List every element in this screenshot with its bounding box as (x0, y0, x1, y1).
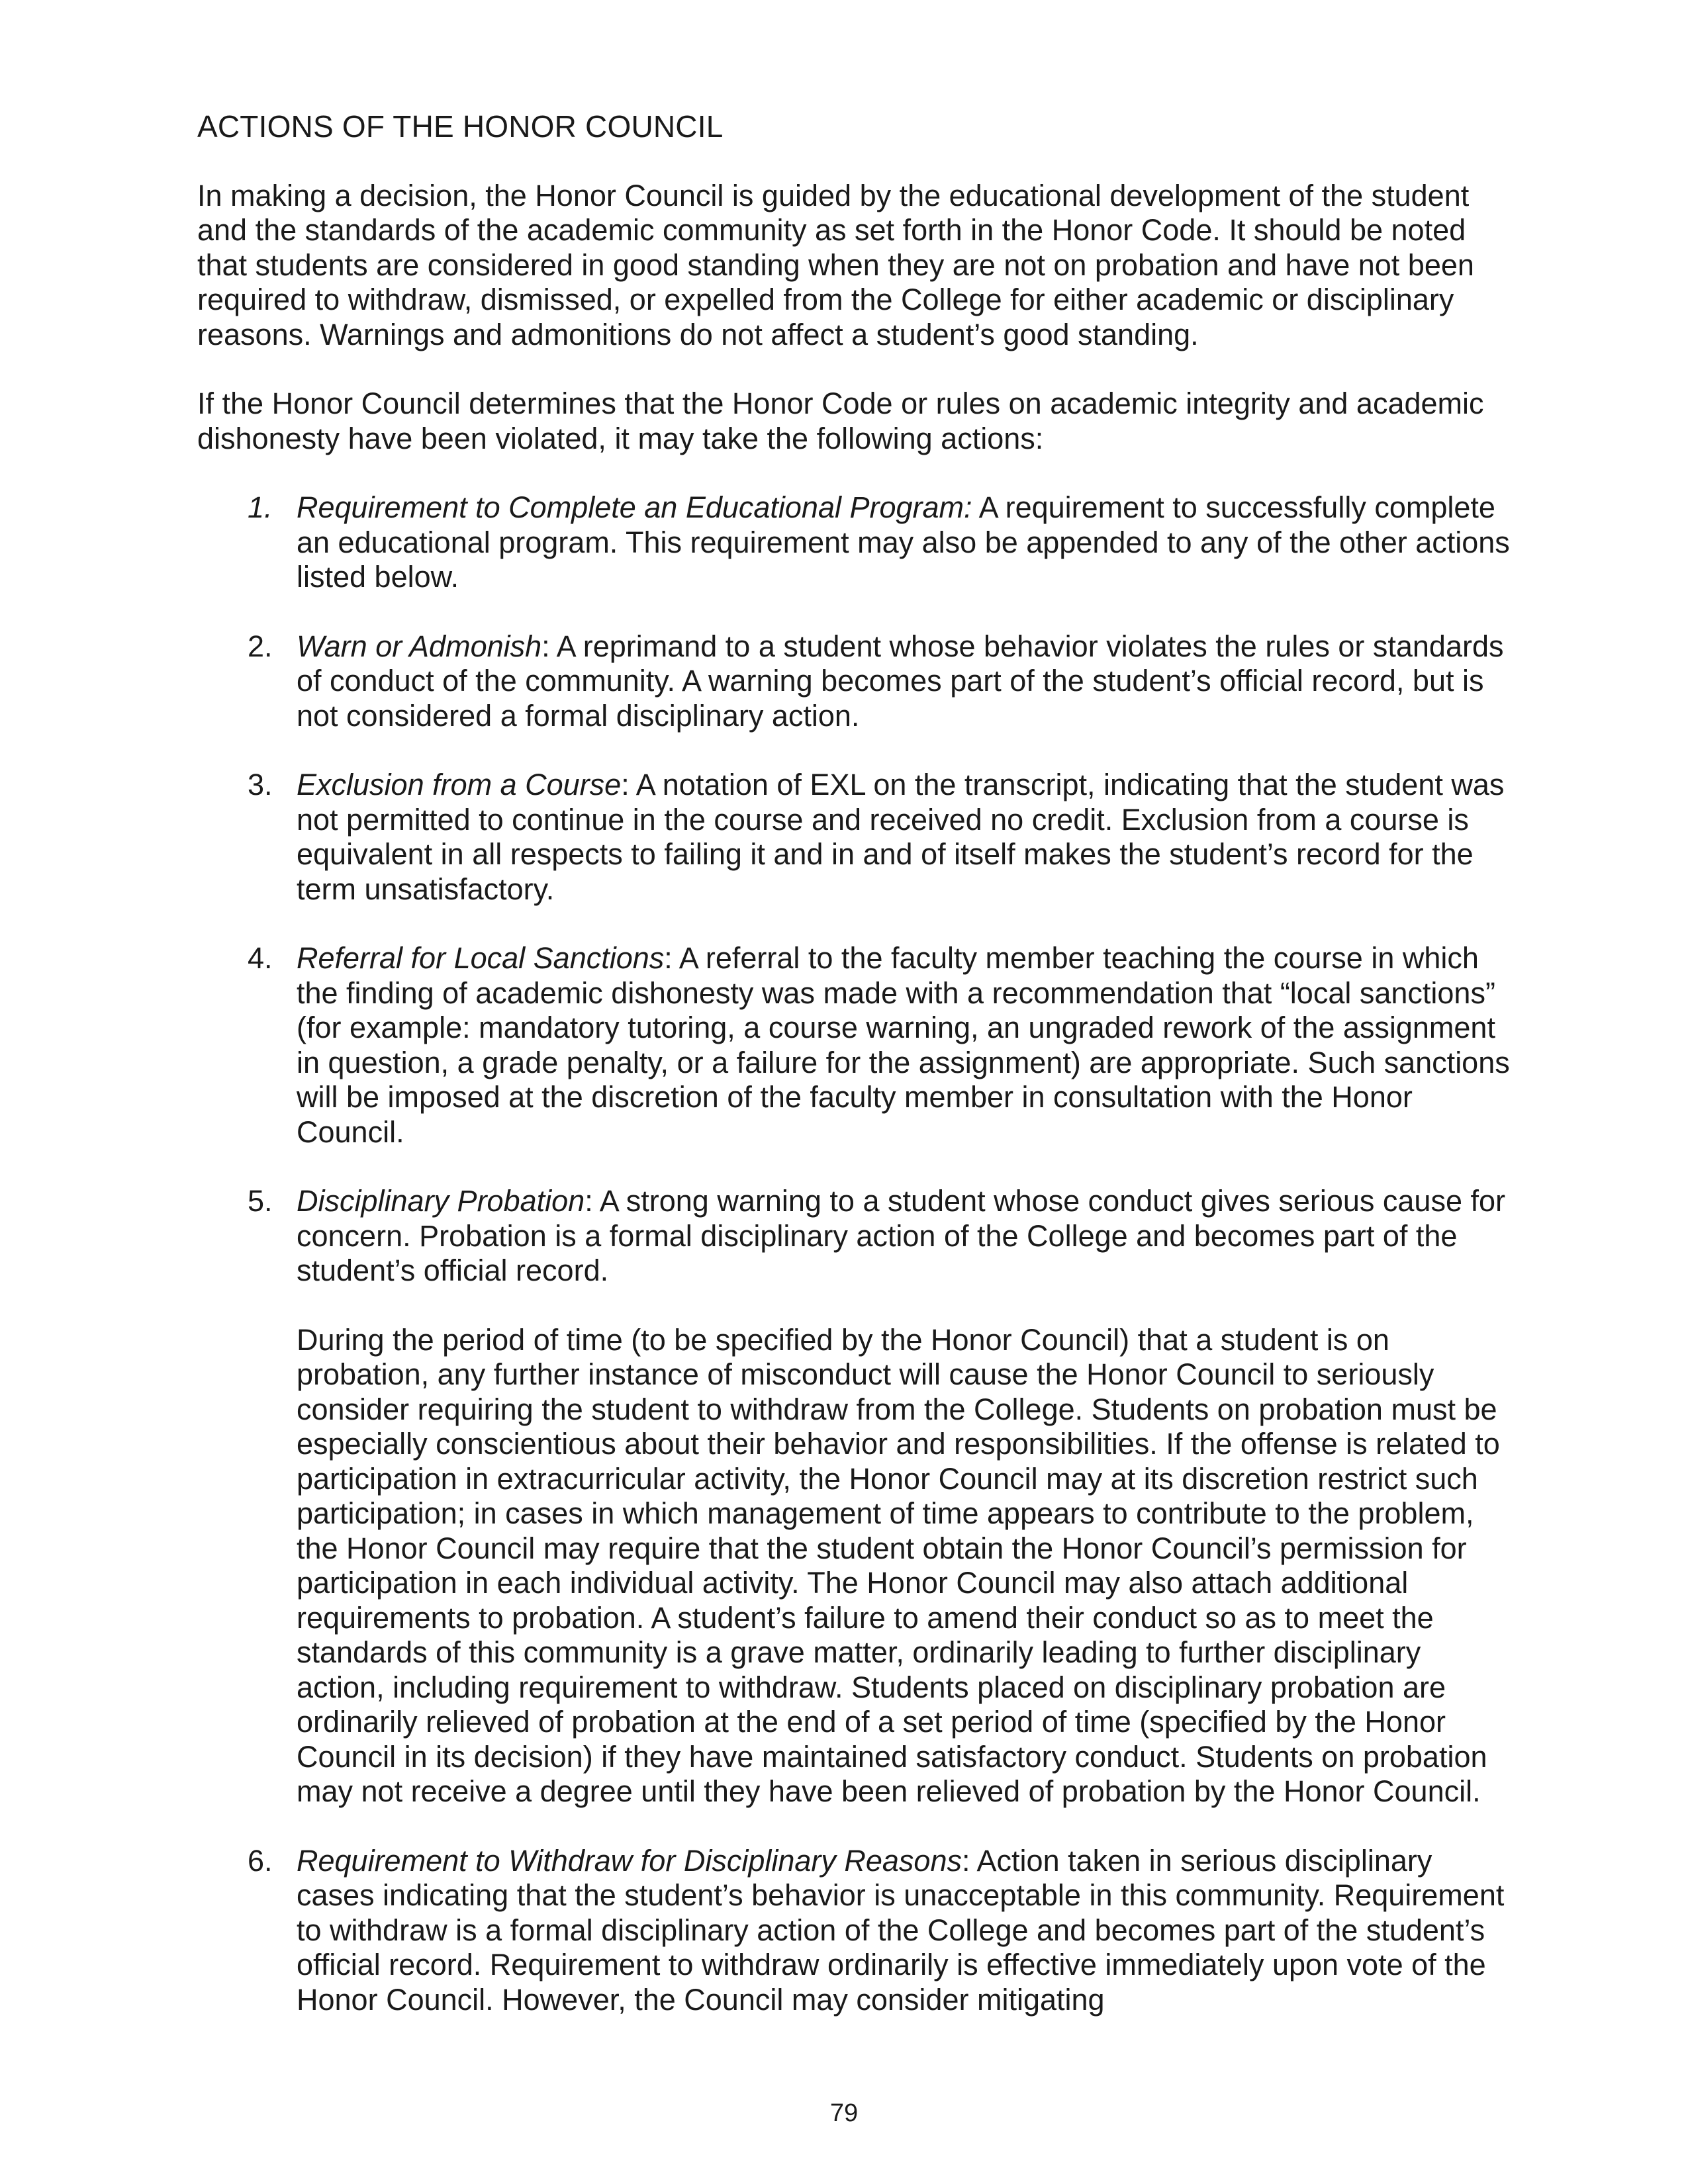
action-description: : A notation of EXL on the transcript, indicating that the student was not permitted to continue in the course and received no credit. Exclusion from a course is equivalent in all respects to failing it and in and of itself makes the student’s record for the term unsatisfactory. (297, 768, 1505, 906)
intro-paragraph-1: In making a decision, the Honor Council is guided by the educational development of the student and the standards of the academic community as set forth in the Honor Code. It should be noted that students are considered in good standing when they are not on probation and have not been required to withdraw, dismissed, or expelled from the College for either academic or disciplinary reasons. Warnings and admonitions do not affect a student’s good standing. (197, 178, 1474, 351)
action-item-disciplinary-probation (197, 1184, 1515, 1809)
action-item-referral-local-sanctions (197, 941, 1515, 1150)
action-number: 5. (248, 1184, 273, 1218)
action-number: 6. (248, 1843, 273, 1878)
action-term: Disciplinary Probation (297, 1184, 585, 1218)
action-term: Exclusion from a Course (297, 768, 622, 801)
action-item-educational-program (197, 490, 1515, 595)
intro-paragraph-2: If the Honor Council determines that the Honor Code or rules on academic integrity and academic dishonesty have been violated, it may take the following actions: (197, 387, 1484, 455)
action-term: Requirement to Withdraw for Disciplinary Reasons (297, 1843, 962, 1878)
section-heading: ACTIONS OF THE HONOR COUNCIL (197, 109, 724, 144)
page-content (197, 109, 1515, 2052)
probation-details-paragraph: During the period of time (to be specified by the Honor Council) that a student is on probation, any further instance of misconduct will cause the Honor Council to seriously consider requiring the student to withdraw from the College. Students on probation must be especially conscientious about their behavior and responsibilities. If the offense is related to participation in extracurricular activity, the Honor Council may at its discretion restrict such participation; in cases in which management of time appears to contribute to the problem, the Honor Council may require that the student obtain the Honor Council’s permission for participation in each individual activity. The Honor Council may also attach additional requirements to probation. A student’s failure to amend their conduct so as to meet the standards of this community is a grave matter, ordinarily leading to further disciplinary action, including requirement to withdraw. Students placed on disciplinary probation are ordinarily relieved of probation at the end of a set period of time (specified by the Honor Council in its decision) if they have maintained satisfactory conduct. Students on probation may not receive a degree until they have been relieved of probation by the Honor Council. (297, 1322, 1500, 1808)
action-term: Requirement to Complete an Educational Program: (297, 490, 972, 524)
action-description: A requirement to successfully complete an educational program. This requirement may also be appended to any of the other actions listed below. (297, 490, 1510, 594)
actions-list (197, 490, 1515, 2017)
action-number: 4. (248, 941, 273, 975)
action-number: 1. (248, 490, 273, 524)
page-number: 79 (829, 2099, 859, 2127)
action-number: 2. (248, 629, 273, 663)
action-item-exclusion-from-course (197, 768, 1515, 907)
action-item-warn-or-admonish (197, 629, 1515, 734)
action-term: Referral for Local Sanctions (297, 941, 665, 975)
action-description: : Action taken in serious disciplinary cases indicating that the student’s behavior is unacceptable in this community. Requirement to withdraw is a formal disciplinary action of the College and becomes part of the student’s official record. Requirement to withdraw ordinarily is effective immediately upon vote of the Honor Council. However, the Council may consider mitigating (297, 1843, 1505, 2017)
action-item-requirement-to-withdraw (197, 1844, 1515, 2018)
action-number: 3. (248, 768, 273, 801)
action-term: Warn or Admonish (297, 629, 542, 663)
action-description: : A referral to the faculty member teaching the course in which the finding of academic dishonesty was made with a recommendation that “local sanctions” (for example: mandatory tutoring, a course warning, an ungraded rework of the assignment in question, a grade penalty, or a failure for the assignment) are appropriate. Such sanctions will be imposed at the discretion of the faculty member in consultation with the Honor Council. (297, 941, 1510, 1149)
action-description: : A strong warning to a student whose conduct gives serious cause for concern. Probation is a formal disciplinary action of the College and becomes part of the student’s official record. (297, 1184, 1506, 1287)
action-description: : A reprimand to a student whose behavior violates the rules or standards of conduct of the community. A warning becomes part of the student’s official record, but is not considered a formal disciplinary action. (297, 629, 1504, 733)
